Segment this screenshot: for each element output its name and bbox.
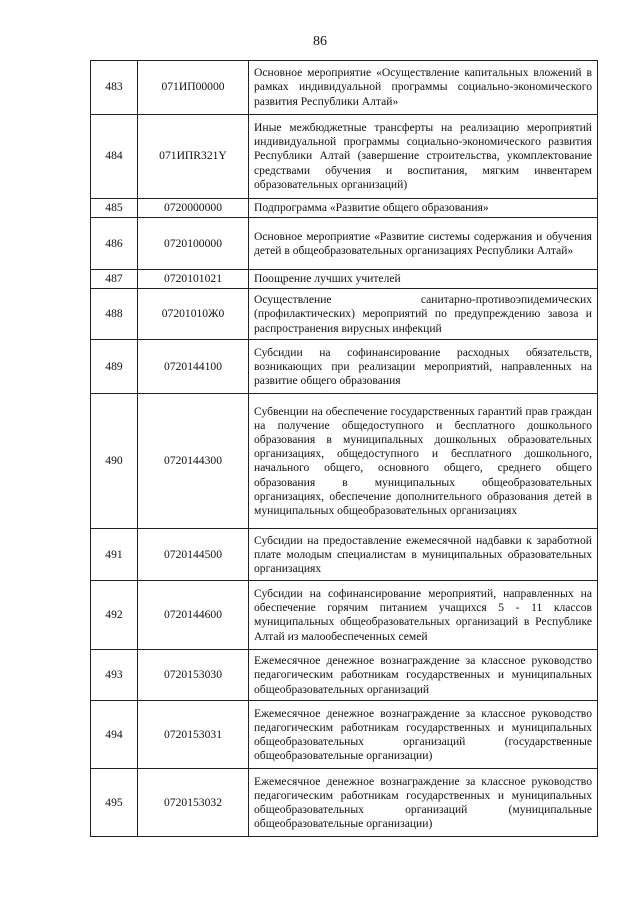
row-description: Субсидии на софинансирование расходных обязательств, возникающих при реализации мероприятий, направленных на развитие общего образования bbox=[249, 340, 598, 394]
budget-code: 0720153030 bbox=[138, 650, 249, 701]
row-description: Основное мероприятие «Развитие системы содержания и обучения детей в общеобразовательных организациях Республики Алтай» bbox=[249, 218, 598, 270]
row-description: Субсидии на предоставление ежемесячной надбавки к заработной плате молодым специалистам в муниципальных образовательных организациях bbox=[249, 529, 598, 581]
row-description: Ежемесячное денежное вознаграждение за классное руководство педагогическим работникам государственных и муниципальных общеобразовательных организаций (государственные общеобразовательные организации) bbox=[249, 701, 598, 769]
budget-code: 0720144100 bbox=[138, 340, 249, 394]
table-row bbox=[91, 270, 598, 289]
table-row bbox=[91, 394, 598, 529]
table-row bbox=[91, 701, 598, 769]
budget-code: 071ИП00000 bbox=[138, 61, 249, 115]
table-row bbox=[91, 218, 598, 270]
row-description: Иные межбюджетные трансферты на реализацию мероприятий индивидуальной программы социально-экономического развития Республики Алтай (завершение строительства, укомплектование средствами обучения и воспитания, мягким инвентарем образовательных организаций) bbox=[249, 115, 598, 199]
row-description: Субсидии на софинансирование мероприятий, направленных на обеспечение горячим питанием учащихся 5 - 11 классов муниципальных общеобразовательных организаций в Республике Алтай из малообеспеченных семей bbox=[249, 581, 598, 650]
table-row bbox=[91, 650, 598, 701]
row-number: 488 bbox=[91, 289, 138, 340]
table-row bbox=[91, 340, 598, 394]
row-number: 490 bbox=[91, 394, 138, 529]
row-number: 495 bbox=[91, 769, 138, 837]
table-row bbox=[91, 581, 598, 650]
row-number: 494 bbox=[91, 701, 138, 769]
row-number: 492 bbox=[91, 581, 138, 650]
table-row bbox=[91, 199, 598, 218]
row-description: Основное мероприятие «Осуществление капитальных вложений в рамках индивидуальной программы социально-экономического развития Республики Алтай» bbox=[249, 61, 598, 115]
budget-code: 0720100000 bbox=[138, 218, 249, 270]
row-number: 493 bbox=[91, 650, 138, 701]
row-description: Осуществление санитарно-противоэпидемических (профилактических) мероприятий по предупреждению завоза и распространения вирусных инфекций bbox=[249, 289, 598, 340]
budget-code: 0720153032 bbox=[138, 769, 249, 837]
table-row bbox=[91, 61, 598, 115]
budget-code: 0720144300 bbox=[138, 394, 249, 529]
budget-code: 0720144500 bbox=[138, 529, 249, 581]
budget-code: 07201010Ж0 bbox=[138, 289, 249, 340]
row-description: Подпрограмма «Развитие общего образования» bbox=[249, 199, 598, 218]
row-number: 486 bbox=[91, 218, 138, 270]
budget-classification-table bbox=[90, 60, 598, 837]
budget-code: 0720153031 bbox=[138, 701, 249, 769]
row-description: Ежемесячное денежное вознаграждение за классное руководство педагогическим работникам государственных и муниципальных общеобразовательных организаций (муниципальные общеобразовательные организации) bbox=[249, 769, 598, 837]
row-description: Поощрение лучших учителей bbox=[249, 270, 598, 289]
row-number: 485 bbox=[91, 199, 138, 218]
row-description: Ежемесячное денежное вознаграждение за классное руководство педагогическим работникам государственных и муниципальных общеобразовательных организаций bbox=[249, 650, 598, 701]
budget-code: 0720000000 bbox=[138, 199, 249, 218]
table-row bbox=[91, 529, 598, 581]
budget-code: 071ИПR321Y bbox=[138, 115, 249, 199]
row-description: Субвенции на обеспечение государственных гарантий прав граждан на получение общедоступного и бесплатного дошкольного образования в муниципальных дошкольных образовательных организациях, общедоступного и бесплатного дошкольного, начального общего, основного общего, среднего общего образования в муниципальных общеобразовательных организациях, обеспечение дополнительного образования детей в муниципальных общеобразовательных организациях bbox=[249, 394, 598, 529]
table-row bbox=[91, 289, 598, 340]
budget-code: 0720101021 bbox=[138, 270, 249, 289]
page-number: 86 bbox=[313, 34, 327, 49]
budget-code: 0720144600 bbox=[138, 581, 249, 650]
table-row bbox=[91, 115, 598, 199]
row-number: 491 bbox=[91, 529, 138, 581]
row-number: 484 bbox=[91, 115, 138, 199]
row-number: 483 bbox=[91, 61, 138, 115]
table-body bbox=[91, 61, 598, 837]
row-number: 489 bbox=[91, 340, 138, 394]
row-number: 487 bbox=[91, 270, 138, 289]
table-row bbox=[91, 769, 598, 837]
